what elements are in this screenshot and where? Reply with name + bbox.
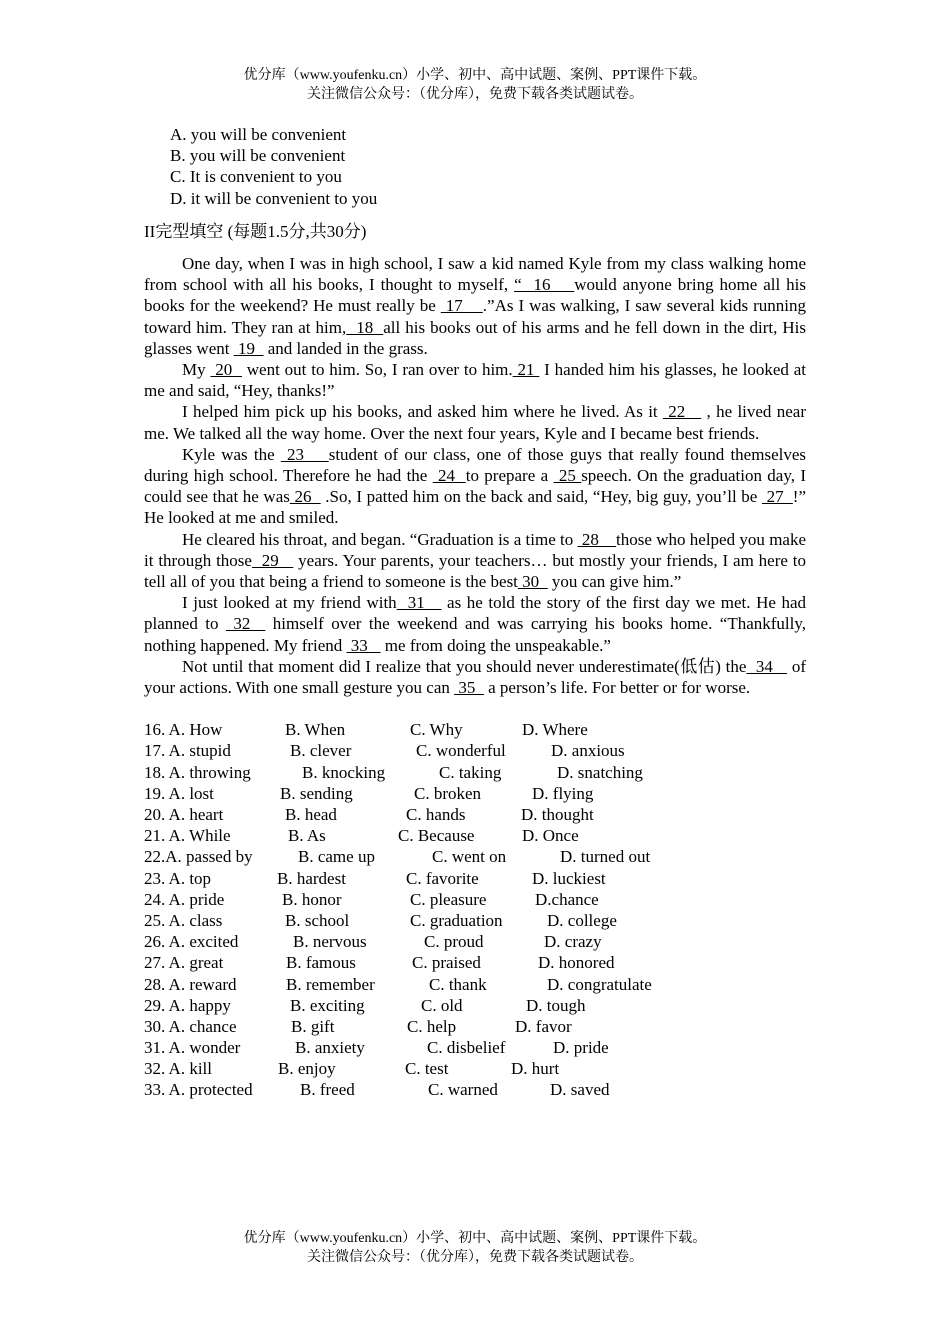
choice-d: D. college: [547, 910, 617, 930]
question-31: [144, 1037, 806, 1058]
choice-b: B. remember: [286, 974, 375, 994]
blank-17: 17: [440, 296, 483, 316]
question-list: [144, 719, 806, 1100]
paragraph-5: [144, 529, 806, 593]
blank-28: 28: [577, 529, 617, 549]
blank-26: 26: [289, 487, 321, 507]
choice-c: C. pleasure: [410, 889, 487, 909]
question-19: [144, 783, 806, 804]
text: me from doing the unspeakable.”: [380, 635, 611, 655]
choice-a: 17. A. stupid: [144, 741, 231, 761]
choice-d: D. favor: [515, 1016, 572, 1036]
blank-27: 27: [761, 487, 793, 507]
choice-b: B. When: [285, 720, 346, 740]
choice-c: C. warned: [428, 1080, 498, 1100]
choice-c: C. taking: [439, 762, 502, 782]
blank-18: 18: [346, 317, 384, 337]
choice-d: D. snatching: [557, 762, 643, 782]
text: went out to him. So, I ran over to him.: [241, 360, 513, 380]
text: He cleared his throat, and began. “Graduation is a time to: [182, 529, 578, 549]
option-b: B. you will be convenient: [170, 146, 346, 166]
blank-34: 34: [746, 656, 788, 676]
blank-33: 33: [346, 635, 381, 655]
question-30: [144, 1016, 806, 1037]
text: as he told the story of the first day we met. He had planned to: [144, 593, 806, 634]
text: you can give him.”: [547, 572, 682, 592]
choice-c: C. wonderful: [416, 741, 506, 761]
choice-d: D. turned out: [560, 847, 651, 867]
choice-d: D. congratulate: [547, 974, 652, 994]
text: himself over the weekend and was carrying his books home. “Thankfully, nothing happened. My friend: [144, 614, 806, 655]
question-22: [144, 846, 806, 867]
choice-d: D. pride: [553, 1038, 609, 1058]
question-29: [144, 995, 806, 1016]
choice-d: D. Where: [522, 720, 588, 740]
text: !” He looked at me and smiled.: [144, 487, 807, 528]
text: would anyone bring home all his books for the weekend? He must really be: [144, 275, 807, 316]
blank-31: 31: [396, 593, 442, 613]
choice-b: B. freed: [300, 1080, 355, 1100]
choice-c: C. test: [405, 1059, 449, 1079]
text: and landed in the grass.: [263, 338, 428, 358]
paragraph-3: [144, 401, 806, 443]
choice-b: B. exciting: [290, 995, 365, 1015]
header-line-2: 关注微信公众号：（优分库），免费下载各类试题试卷。: [307, 87, 643, 102]
choice-c: C. help: [407, 1016, 457, 1036]
choice-a: 19. A. lost: [144, 783, 214, 803]
choice-d: D. crazy: [544, 932, 602, 952]
choice-a: 16. A. How: [144, 720, 223, 740]
choice-a: 25. A. class: [144, 910, 223, 930]
text: I handed him his glasses, he looked at me and said, “Hey, thanks!”: [144, 360, 807, 401]
text: all his books out of his arms and he fell down in the dirt, His glasses went: [144, 317, 807, 358]
choice-c: C. Because: [398, 826, 475, 846]
blank-21: 21: [512, 360, 540, 380]
text: student of our class, one of those guys that really found themselves during high school. Therefore he had the: [144, 444, 806, 486]
option-a: A. you will be convenient: [170, 125, 347, 144]
choice-a: 26. A. excited: [144, 932, 239, 952]
choice-a: 24. A. pride: [144, 889, 225, 909]
blank-32: 32: [225, 614, 266, 634]
choice-b: B. came up: [298, 847, 375, 867]
text: , he lived near me. We talked all the way home. Over the next four years, Kyle and I became best friends.: [144, 402, 806, 443]
choice-b: B. school: [285, 910, 350, 930]
page-header: [0, 66, 950, 104]
choice-c: C. disbelief: [427, 1038, 506, 1058]
paragraph-2: [144, 359, 806, 401]
choice-b: B. gift: [291, 1016, 335, 1036]
text: a person’s life. For better or for worse.: [483, 678, 751, 698]
text: .So, I patted him on the back and said, “Hey, big guy, you’ll be: [320, 487, 762, 507]
footer-line-1: 优分库（www.youfenku.cn）小学、初中、高中试题、案例、PPT课件下载。: [243, 1231, 707, 1246]
header-line-1: 优分库（www.youfenku.cn）小学、初中、高中试题、案例、PPT课件下载。: [243, 68, 707, 83]
choice-b: B. As: [288, 826, 326, 846]
text: I just looked at my friend with: [182, 593, 397, 613]
choice-d: D. tough: [526, 995, 586, 1015]
choice-a: 31. A. wonder: [144, 1038, 241, 1058]
text: One day, when I was in high school, I saw a kid named Kyle from my class walking home from school with all his books, I thought to myself,: [144, 254, 806, 295]
choice-d: D. hurt: [511, 1059, 560, 1079]
choice-c: C. broken: [414, 783, 482, 803]
text: years. Your parents, your teachers… but mostly your friends, I am here to tell all of you that being a friend to someone is the best: [144, 550, 807, 592]
choice-d: D.chance: [535, 889, 599, 909]
text: of your actions. With one small gesture you can: [144, 656, 807, 698]
choice-a: 20. A. heart: [144, 805, 224, 825]
section-title: II完型填空 (每题1.5分,共30分): [144, 221, 367, 241]
choice-c: C. Why: [410, 720, 463, 740]
question-32: [144, 1058, 806, 1079]
question-27: [144, 952, 806, 973]
blank-29: 29: [251, 550, 294, 570]
text: those who helped you make it through those: [144, 529, 807, 570]
choice-b: B. famous: [286, 953, 356, 973]
option-c: C. It is convenient to you: [170, 167, 342, 187]
choice-b: B. sending: [280, 783, 353, 803]
choice-b: B. honor: [282, 889, 342, 909]
choice-a: 27. A. great: [144, 953, 224, 973]
document-body: [144, 124, 806, 1101]
choice-c: C. favorite: [406, 868, 479, 888]
question-28: [144, 974, 806, 995]
choice-b: B. hardest: [277, 868, 346, 888]
text: I helped him pick up his books, and asked him where he lived. As it: [182, 402, 663, 422]
text: Kyle was the: [182, 444, 281, 464]
blank-35: 35: [454, 678, 484, 698]
option-d: D. it will be convenient to you: [170, 188, 378, 208]
choice-b: B. nervous: [293, 932, 367, 952]
choice-b: B. enjoy: [278, 1059, 336, 1079]
question-23: [144, 868, 806, 889]
choice-d: D. anxious: [551, 741, 625, 761]
choice-d: D. thought: [521, 805, 594, 825]
paragraph-6: [144, 592, 806, 656]
choice-b: B. knocking: [302, 762, 386, 782]
blank-23: 23: [280, 444, 329, 464]
choice-a: 29. A. happy: [144, 995, 231, 1015]
choice-c: C. went on: [432, 847, 507, 867]
page-footer: [0, 1229, 950, 1267]
choice-d: D. saved: [550, 1080, 610, 1100]
choice-b: B. clever: [290, 741, 352, 761]
cloze-passage: [144, 253, 806, 698]
blank-16: “ 16: [514, 275, 575, 295]
choice-a: 23. A. top: [144, 868, 212, 888]
text: to prepare a: [465, 466, 554, 486]
choice-b: B. anxiety: [295, 1038, 365, 1058]
paragraph-4: [144, 444, 806, 529]
choice-c: C. thank: [429, 974, 487, 994]
choice-a: 21. A. While: [144, 826, 231, 846]
choice-c: C. hands: [406, 805, 466, 825]
footer-line-2: 关注微信公众号：（优分库），免费下载各类试题试卷。: [307, 1250, 643, 1265]
choice-a: 18. A. throwing: [144, 762, 251, 782]
question-24: [144, 889, 806, 910]
choice-c: C. old: [421, 995, 463, 1015]
paragraph-1: [144, 253, 806, 359]
paragraph-7: [144, 656, 806, 698]
choice-d: D. honored: [538, 953, 615, 973]
choice-c: C. proud: [424, 932, 484, 952]
text: Not until that moment did I realize that you should never underestimate(低估) the: [182, 656, 747, 676]
choice-a: 33. A. protected: [144, 1080, 253, 1100]
choice-a: 30. A. chance: [144, 1016, 237, 1036]
text: .”As I was walking, I saw several kids running toward him. They ran at him,: [144, 296, 807, 337]
choice-b: B. head: [285, 805, 337, 825]
question-25: [144, 910, 806, 931]
text: My: [182, 360, 211, 380]
choice-c: C. graduation: [410, 910, 503, 930]
blank-20: 20: [210, 360, 242, 380]
blank-24: 24: [432, 466, 466, 486]
choice-d: D. flying: [532, 783, 594, 803]
blank-19: 19: [233, 338, 264, 358]
blank-22: 22: [662, 402, 702, 422]
question-17: [144, 740, 806, 761]
blank-25: 25: [553, 466, 582, 486]
choice-d: D. Once: [522, 826, 579, 846]
text: speech. On the graduation day, I could see that he was: [144, 466, 806, 507]
choice-a: 28. A. reward: [144, 974, 237, 994]
question-33: [144, 1079, 806, 1100]
previous-question-options: [170, 124, 806, 209]
question-20: [144, 804, 806, 825]
choice-c: C. praised: [412, 953, 481, 973]
question-18: [144, 762, 806, 783]
choice-d: D. luckiest: [532, 868, 606, 888]
question-16: [144, 719, 806, 740]
question-21: [144, 825, 806, 846]
choice-a: 22.A. passed by: [144, 847, 253, 867]
blank-30: 30: [517, 572, 548, 592]
question-26: [144, 931, 806, 952]
choice-a: 32. A. kill: [144, 1059, 213, 1079]
